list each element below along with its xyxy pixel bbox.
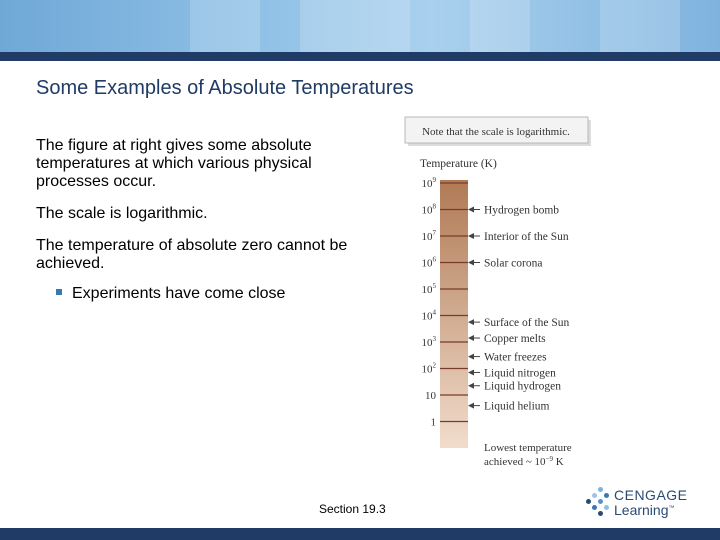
footer-bar xyxy=(0,528,720,540)
banner-decoration xyxy=(300,0,410,52)
temperature-annotation xyxy=(468,258,542,270)
arrow-head-icon xyxy=(468,207,474,213)
header-divider xyxy=(0,52,720,61)
tick-label: $10^8$ xyxy=(421,202,436,217)
annotation-label: Liquid helium xyxy=(484,400,550,413)
body-paragraph: The scale is logarithmic. xyxy=(36,205,208,222)
slide-title: Some Examples of Absolute Temperatures xyxy=(36,77,414,99)
tick-label: $10^3$ xyxy=(421,335,436,349)
banner-decoration xyxy=(470,0,530,52)
axis-title: Temperature (K) xyxy=(420,158,497,170)
tick-label: 10 xyxy=(425,390,436,402)
temperature-annotation xyxy=(468,317,570,329)
temperature-annotation xyxy=(468,401,550,413)
arrow-head-icon xyxy=(468,233,474,239)
tick-label: $10^5$ xyxy=(421,282,436,296)
arrow-head-icon xyxy=(468,383,474,389)
arrow-head-icon xyxy=(468,354,474,360)
annotation-label: Liquid hydrogen xyxy=(484,380,561,393)
temperature-bar xyxy=(440,180,468,448)
banner-decoration xyxy=(600,0,680,52)
logo-dot-icon xyxy=(598,511,603,516)
logo-dot-icon xyxy=(592,493,597,498)
tick-label: $10^2$ xyxy=(421,361,436,376)
logo-brand-text: CENGAGE xyxy=(614,487,688,503)
tick-label: $10^9$ xyxy=(421,176,436,190)
arrow-head-icon xyxy=(468,260,474,266)
lowest-temp-line2: achieved ~ $10^{-9}$ K xyxy=(484,455,564,468)
annotation-label: Surface of the Sun xyxy=(484,317,570,330)
tick-label: $10^4$ xyxy=(421,308,436,323)
section-label: Section 19.3 xyxy=(319,502,386,516)
temperature-annotation xyxy=(468,381,561,393)
tick-label: 1 xyxy=(430,416,436,429)
bullet-square-icon xyxy=(56,289,62,295)
logo-dot-icon xyxy=(592,505,597,510)
note-box xyxy=(405,117,591,146)
temperature-annotation xyxy=(468,205,559,217)
bullet-item xyxy=(56,285,285,303)
bullet-text: Experiments have come close xyxy=(72,285,286,302)
temperature-scale-figure xyxy=(400,112,605,474)
annotation-label: Liquid nitrogen xyxy=(484,367,556,380)
logo-dot-icon xyxy=(586,499,591,504)
header-banner xyxy=(0,0,720,52)
logo-sub-text: Learning™ xyxy=(614,502,675,518)
tick-label: $10^7$ xyxy=(421,229,436,243)
body-paragraph: The temperature of absolute zero cannot be achieved. xyxy=(36,237,348,272)
body-paragraph: The figure at right gives some absolute temperatures at which various physical processes occur. xyxy=(36,137,312,190)
logo-dot-icon xyxy=(604,505,609,510)
annotation-label: Hydrogen bomb xyxy=(484,204,560,217)
lowest-temp-line1: Lowest temperature xyxy=(484,442,572,454)
annotation-label: Water freezes xyxy=(484,351,547,364)
temperature-annotation xyxy=(468,231,569,243)
annotation-label: Solar corona xyxy=(484,257,543,270)
annotation-label: Copper melts xyxy=(484,333,546,346)
logo-dot-icon xyxy=(598,487,603,492)
scale-note: Note that the scale is logarithmic. xyxy=(422,126,570,138)
logo-dot-icon xyxy=(598,499,603,504)
tick-label: $10^6$ xyxy=(421,255,436,270)
banner-decoration xyxy=(190,0,260,52)
logo-dot-icon xyxy=(604,493,609,498)
arrow-head-icon xyxy=(468,335,474,341)
temperature-annotation xyxy=(468,367,556,379)
arrow-head-icon xyxy=(468,369,474,375)
arrow-head-icon xyxy=(468,319,474,325)
cengage-logo xyxy=(584,485,694,521)
temperature-annotation xyxy=(468,333,546,345)
temperature-annotation xyxy=(468,352,547,364)
annotation-label: Interior of the Sun xyxy=(484,231,569,243)
arrow-head-icon xyxy=(468,403,474,409)
